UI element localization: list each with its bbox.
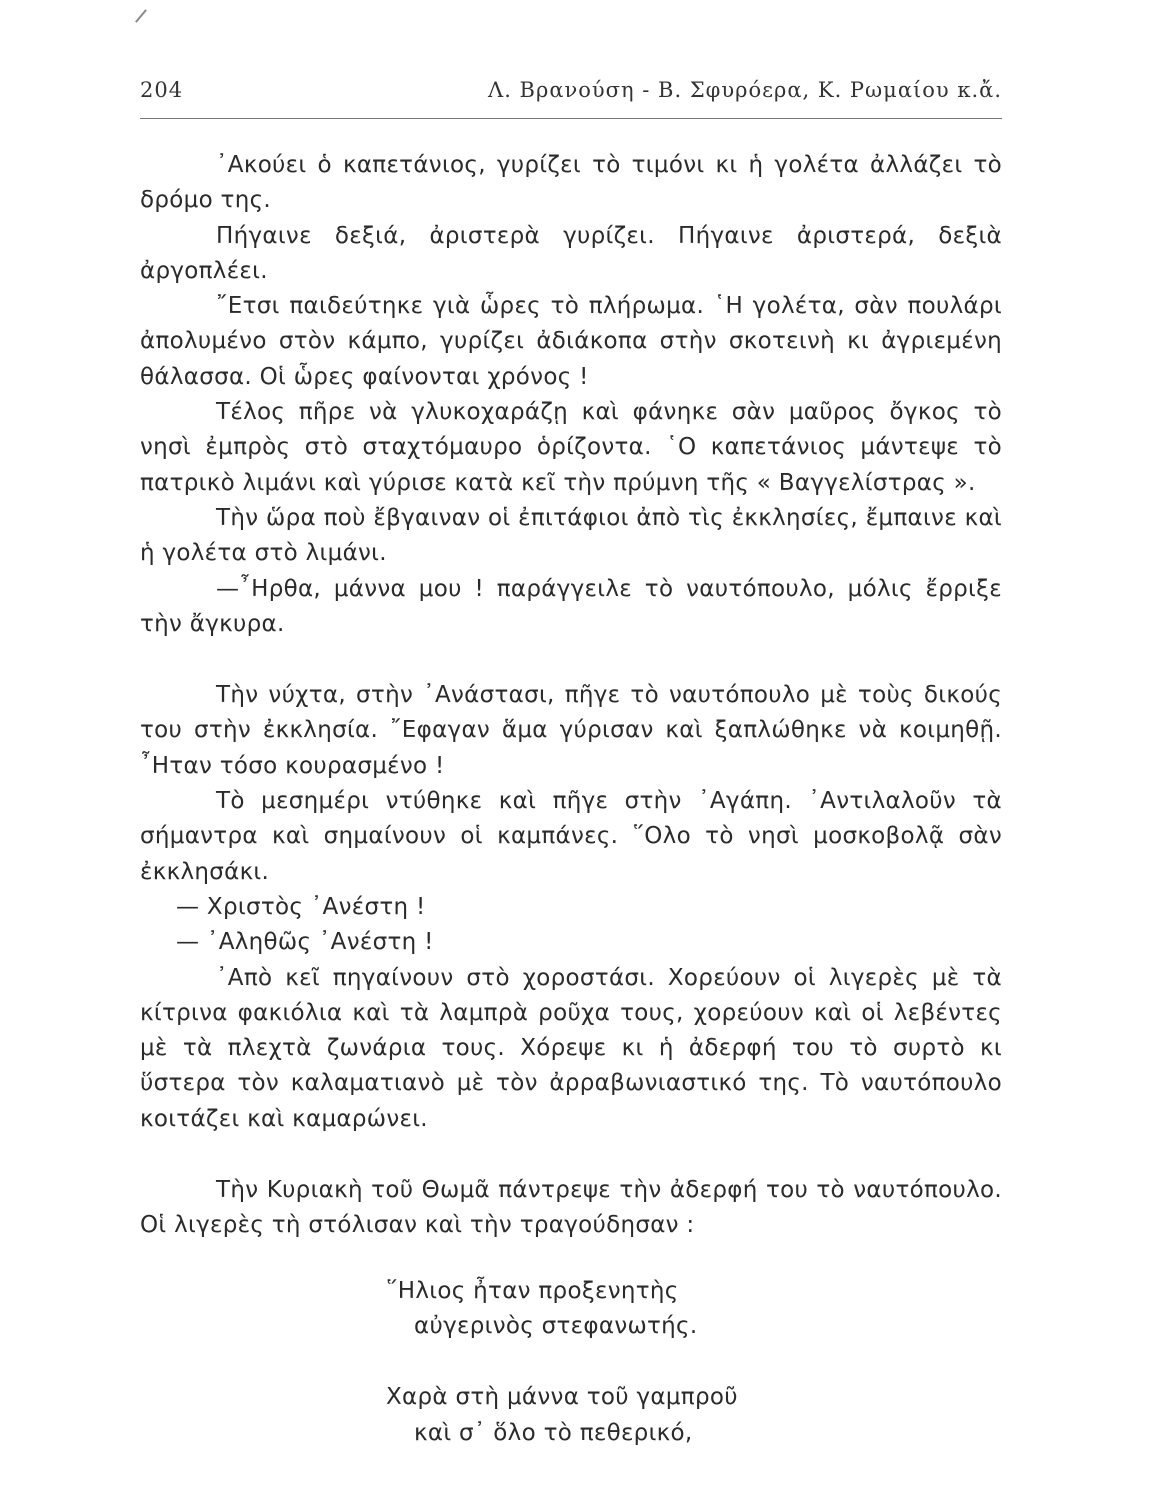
- paragraph: Τὸ μεσημέρι ντύθηκε καὶ πῆγε στὴν ᾿Αγάπη. ᾿Αντιλαλοῦν τὰ σήμαντρα καὶ σημαίνουν οἱ καμπάνες. ῞Ολο τὸ νησὶ μοσκοβολᾷ σὰν ἐκκλησάκι.: [140, 788, 1002, 885]
- verse-line: Χαρὰ στὴ μάννα τοῦ γαμπροῦ: [386, 1384, 738, 1411]
- paragraph: Τὴν Κυριακὴ τοῦ Θωμᾶ πάντρεψε τὴν ἀδερφή του τὸ ναυτόπουλο. Οἱ λιγερὲς τὴ στόλισαν καὶ τὴν τραγούδησαν :: [140, 1177, 1002, 1239]
- running-head: Λ. Βρανούση - Β. Σφυρόερα, Κ. Ρωμαίου κ.ἄ.: [488, 78, 1002, 102]
- stanza-gap: [386, 1344, 1002, 1380]
- section-gap: [140, 1137, 1002, 1173]
- paragraph: Πήγαινε δεξιά, ἀριστερὰ γυρίζει. Πήγαινε ἀριστερά, δεξιὰ ἀργοπλέει.: [140, 222, 1002, 284]
- paragraph: ᾿Ακούει ὁ καπετάνιος, γυρίζει τὸ τιμόνι κι ἡ γολέτα ἀλλάζει τὸ δρόμο της.: [140, 152, 1002, 214]
- page-header: [140, 78, 1002, 112]
- dialogue-line: — ᾿Αληθῶς ᾿Ανέστη !: [176, 929, 434, 956]
- pencil-mark: [135, 9, 147, 23]
- section-gap: [140, 642, 1002, 678]
- verse-line: αὐγερινὸς στεφανωτής.: [414, 1312, 698, 1339]
- song-verse: [140, 1274, 1002, 1451]
- header-rule: [140, 118, 1002, 119]
- paragraph: ᾿Απὸ κεῖ πηγαίνουν στὸ χοροστάσι. Χορεύουν οἱ λιγερὲς μὲ τὰ κίτρινα φακιόλια καὶ τὰ λαμπρὰ ροῦχα τους, χορεύουν καὶ οἱ λεβέντες μὲ τὰ πλεχτὰ ζωνάρια τους. Χόρεψε κι ἡ ἀδερφή του τὸ συρτὸ κι ὕστερα τὸν καλαματιανὸ μὲ τὸν ἀρραβωνιαστικό της. Τὸ ναυτόπουλο κοιτάζει καὶ καμαρώνει.: [140, 964, 1002, 1132]
- dialogue-line: — Χριστὸς ᾿Ανέστη !: [176, 893, 426, 920]
- page-number: 204: [140, 78, 184, 102]
- body-text: [140, 148, 1002, 1451]
- paragraph: Τέλος πῆρε νὰ γλυκοχαράζῃ καὶ φάνηκε σὰν μαῦρος ὄγκος τὸ νησὶ ἐμπρὸς στὸ σταχτόμαυρο ὁρίζοντα. ῾Ο καπετάνιος μάντεψε τὸ πατρικὸ λιμάνι καὶ γύρισε κατὰ κεῖ τὴν πρύμνη τῆς « Βαγγελίστρας ».: [140, 399, 1002, 496]
- paragraph: Τὴν νύχτα, στὴν ᾿Ανάστασι, πῆγε τὸ ναυτόπουλο μὲ τοὺς δικούς του στὴν ἐκκλησία. ῎Εφαγαν ἅμα γύρισαν καὶ ξαπλώθηκε νὰ κοιμηθῇ. ῏Ηταν τόσο κουρασμένο !: [140, 682, 1002, 779]
- paragraph: —῏Ηρθα, μάννα μου ! παράγγειλε τὸ ναυτόπουλο, μόλις ἔρριξε τὴν ἄγκυρα.: [140, 575, 1002, 637]
- verse-line: ῞Ηλιος ἦταν προξενητὴς: [386, 1277, 679, 1304]
- paragraph: Τὴν ὥρα ποὺ ἔβγαιναν οἱ ἐπιτάφιοι ἀπὸ τὶς ἐκκλησίες, ἔμπαινε καὶ ἡ γολέτα στὸ λιμάνι.: [140, 504, 1002, 567]
- paragraph: ῎Ετσι παιδεύτηκε γιὰ ὧρες τὸ πλήρωμα. ῾Η γολέτα, σὰν πουλάρι ἀπολυμένο στὸν κάμπο, γυρίζει ἀδιάκοπα στὴν σκοτεινὴ κι ἀγριεμένη θάλασσα. Οἱ ὧρες φαίνονται χρόνος !: [140, 293, 1002, 390]
- verse-line: καὶ σ᾿ ὅλο τὸ πεθερικό,: [414, 1419, 693, 1446]
